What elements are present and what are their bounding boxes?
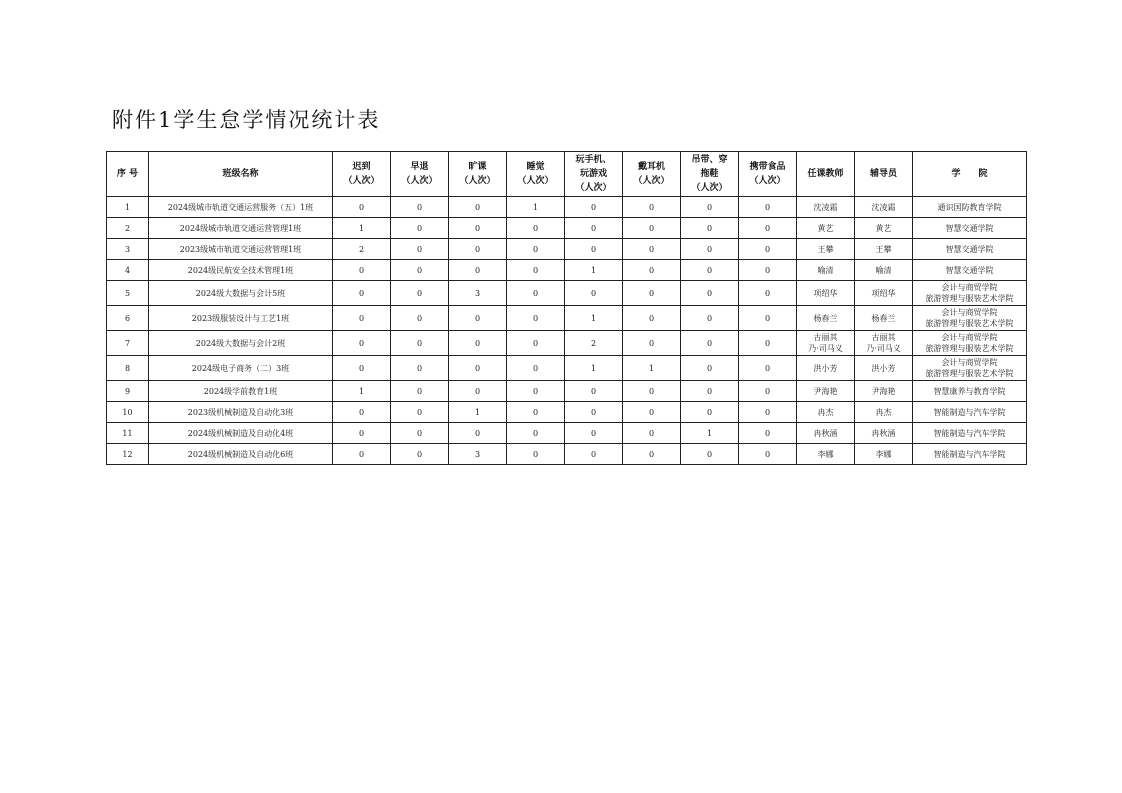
table-row: [107, 260, 1027, 281]
cell-absent: 0: [449, 197, 507, 218]
cell-earphones: 0: [623, 402, 681, 423]
cell-counselor: 李娜: [855, 444, 913, 465]
cell-index: 10: [107, 402, 149, 423]
cell-class-name: 2023级机械制造及自动化3班: [149, 402, 333, 423]
cell-dress-code: 0: [681, 444, 739, 465]
cell-earphones: 0: [623, 218, 681, 239]
cell-class-name: 2024级城市轨道交通运营服务（五）1班: [149, 197, 333, 218]
col-header-class-name: 班级名称: [149, 152, 333, 197]
cell-college: 智能制造与汽车学院: [913, 444, 1027, 465]
cell-college: 会计与商贸学院 旅游管理与服装艺术学院: [913, 331, 1027, 356]
cell-dress-code: 1: [681, 423, 739, 444]
cell-teacher: 杨春兰: [797, 306, 855, 331]
cell-class-name: 2024级大数据与会计2班: [149, 331, 333, 356]
cell-index: 7: [107, 331, 149, 356]
cell-class-name: 2024级民航安全技术管理1班: [149, 260, 333, 281]
cell-food: 0: [739, 260, 797, 281]
cell-index: 5: [107, 281, 149, 306]
cell-sleeping: 0: [507, 402, 565, 423]
cell-earphones: 0: [623, 381, 681, 402]
cell-counselor: 杨春兰: [855, 306, 913, 331]
cell-college: 智能制造与汽车学院: [913, 423, 1027, 444]
cell-class-name: 2023级城市轨道交通运营管理1班: [149, 239, 333, 260]
cell-class-name: 2024级大数据与会计5班: [149, 281, 333, 306]
cell-dress-code: 0: [681, 306, 739, 331]
cell-late: 0: [333, 444, 391, 465]
cell-earphones: 0: [623, 306, 681, 331]
cell-leave-early: 0: [391, 218, 449, 239]
cell-sleeping: 0: [507, 218, 565, 239]
statistics-table: [106, 151, 1027, 465]
col-header-food: 携带食品 （人次）: [739, 152, 797, 197]
cell-late: 1: [333, 218, 391, 239]
table-row: [107, 444, 1027, 465]
cell-phone-games: 0: [565, 197, 623, 218]
cell-food: 0: [739, 331, 797, 356]
cell-late: 0: [333, 260, 391, 281]
cell-index: 11: [107, 423, 149, 444]
cell-absent: 0: [449, 356, 507, 381]
cell-food: 0: [739, 402, 797, 423]
cell-leave-early: 0: [391, 356, 449, 381]
cell-phone-games: 1: [565, 260, 623, 281]
cell-food: 0: [739, 239, 797, 260]
cell-teacher: 冉杰: [797, 402, 855, 423]
cell-leave-early: 0: [391, 281, 449, 306]
cell-college: 会计与商贸学院 旅游管理与服装艺术学院: [913, 306, 1027, 331]
cell-counselor: 洪小芳: [855, 356, 913, 381]
cell-sleeping: 1: [507, 197, 565, 218]
cell-food: 0: [739, 423, 797, 444]
cell-leave-early: 0: [391, 260, 449, 281]
cell-sleeping: 0: [507, 260, 565, 281]
cell-college: 智慧交通学院: [913, 239, 1027, 260]
cell-phone-games: 2: [565, 331, 623, 356]
cell-counselor: 王攀: [855, 239, 913, 260]
cell-food: 0: [739, 381, 797, 402]
cell-earphones: 0: [623, 197, 681, 218]
cell-sleeping: 0: [507, 356, 565, 381]
cell-late: 0: [333, 331, 391, 356]
cell-college: 智慧交通学院: [913, 218, 1027, 239]
cell-late: 0: [333, 281, 391, 306]
cell-late: 0: [333, 423, 391, 444]
cell-late: 0: [333, 306, 391, 331]
col-header-leave-early: 早退 （人次）: [391, 152, 449, 197]
cell-teacher: 洪小芳: [797, 356, 855, 381]
cell-absent: 1: [449, 402, 507, 423]
cell-class-name: 2024级机械制造及自动化6班: [149, 444, 333, 465]
col-header-earphones: 戴耳机 （人次）: [623, 152, 681, 197]
cell-college: 智能制造与汽车学院: [913, 402, 1027, 423]
cell-earphones: 0: [623, 331, 681, 356]
cell-late: 0: [333, 402, 391, 423]
cell-leave-early: 0: [391, 423, 449, 444]
table-row: [107, 356, 1027, 381]
col-header-college: 学 院: [913, 152, 1027, 197]
cell-counselor: 喻清: [855, 260, 913, 281]
cell-counselor: 古丽其 乃·司马义: [855, 331, 913, 356]
cell-dress-code: 0: [681, 260, 739, 281]
cell-leave-early: 0: [391, 331, 449, 356]
cell-absent: 3: [449, 281, 507, 306]
cell-class-name: 2024级学前教育1班: [149, 381, 333, 402]
cell-sleeping: 0: [507, 281, 565, 306]
cell-absent: 0: [449, 381, 507, 402]
cell-absent: 0: [449, 306, 507, 331]
cell-leave-early: 0: [391, 381, 449, 402]
cell-leave-early: 0: [391, 306, 449, 331]
col-header-phone-games: 玩手机、 玩游戏 （人次）: [565, 152, 623, 197]
cell-teacher: 喻清: [797, 260, 855, 281]
cell-counselor: 黄艺: [855, 218, 913, 239]
table-row: [107, 306, 1027, 331]
cell-phone-games: 0: [565, 381, 623, 402]
cell-index: 2: [107, 218, 149, 239]
page-title: 附件1学生怠学情况统计表: [112, 108, 381, 132]
cell-counselor: 沈凌霜: [855, 197, 913, 218]
table-body: [107, 197, 1027, 465]
cell-late: 1: [333, 381, 391, 402]
cell-sleeping: 0: [507, 381, 565, 402]
cell-teacher: 沈凌霜: [797, 197, 855, 218]
cell-college: 会计与商贸学院 旅游管理与服装艺术学院: [913, 356, 1027, 381]
header-row: [107, 152, 1027, 197]
cell-food: 0: [739, 356, 797, 381]
cell-teacher: 王攀: [797, 239, 855, 260]
cell-counselor: 冉秋涵: [855, 423, 913, 444]
cell-class-name: 2023级服装设计与工艺1班: [149, 306, 333, 331]
cell-absent: 0: [449, 260, 507, 281]
table-row: [107, 218, 1027, 239]
cell-earphones: 0: [623, 444, 681, 465]
cell-index: 1: [107, 197, 149, 218]
cell-dress-code: 0: [681, 331, 739, 356]
cell-college: 智慧交通学院: [913, 260, 1027, 281]
cell-index: 4: [107, 260, 149, 281]
table-row: [107, 281, 1027, 306]
cell-sleeping: 0: [507, 331, 565, 356]
col-header-teacher: 任课教师: [797, 152, 855, 197]
cell-phone-games: 0: [565, 218, 623, 239]
table-row: [107, 423, 1027, 444]
cell-phone-games: 0: [565, 402, 623, 423]
cell-earphones: 1: [623, 356, 681, 381]
cell-dress-code: 0: [681, 239, 739, 260]
cell-leave-early: 0: [391, 197, 449, 218]
cell-phone-games: 0: [565, 423, 623, 444]
cell-leave-early: 0: [391, 444, 449, 465]
table-row: [107, 197, 1027, 218]
cell-food: 0: [739, 281, 797, 306]
col-header-late: 迟到 （人次）: [333, 152, 391, 197]
cell-teacher: 黄艺: [797, 218, 855, 239]
cell-absent: 0: [449, 218, 507, 239]
cell-dress-code: 0: [681, 281, 739, 306]
cell-index: 9: [107, 381, 149, 402]
cell-absent: 0: [449, 331, 507, 356]
cell-phone-games: 0: [565, 444, 623, 465]
cell-counselor: 项绍华: [855, 281, 913, 306]
cell-college: 通识国防教育学院: [913, 197, 1027, 218]
table-row: [107, 331, 1027, 356]
cell-phone-games: 1: [565, 356, 623, 381]
cell-sleeping: 0: [507, 239, 565, 260]
cell-index: 12: [107, 444, 149, 465]
table-row: [107, 381, 1027, 402]
cell-teacher: 尹海艳: [797, 381, 855, 402]
cell-absent: 0: [449, 239, 507, 260]
cell-dress-code: 0: [681, 381, 739, 402]
cell-college: 会计与商贸学院 旅游管理与服装艺术学院: [913, 281, 1027, 306]
col-header-sleeping: 睡觉 （人次）: [507, 152, 565, 197]
cell-index: 6: [107, 306, 149, 331]
cell-leave-early: 0: [391, 239, 449, 260]
cell-late: 0: [333, 356, 391, 381]
cell-dress-code: 0: [681, 197, 739, 218]
cell-dress-code: 0: [681, 356, 739, 381]
col-header-dress-code: 吊带、穿 拖鞋 （人次）: [681, 152, 739, 197]
cell-phone-games: 0: [565, 239, 623, 260]
col-header-index: 序 号: [107, 152, 149, 197]
cell-class-name: 2024级电子商务（二）3班: [149, 356, 333, 381]
cell-teacher: 冉秋涵: [797, 423, 855, 444]
cell-college: 智慧康养与教育学院: [913, 381, 1027, 402]
cell-sleeping: 0: [507, 444, 565, 465]
table-row: [107, 402, 1027, 423]
cell-sleeping: 0: [507, 423, 565, 444]
cell-phone-games: 1: [565, 306, 623, 331]
cell-food: 0: [739, 197, 797, 218]
table-header: [107, 152, 1027, 197]
cell-index: 3: [107, 239, 149, 260]
cell-teacher: 古丽其 乃·司马义: [797, 331, 855, 356]
cell-class-name: 2024级机械制造及自动化4班: [149, 423, 333, 444]
cell-teacher: 项绍华: [797, 281, 855, 306]
cell-earphones: 0: [623, 239, 681, 260]
cell-earphones: 0: [623, 423, 681, 444]
cell-teacher: 李娜: [797, 444, 855, 465]
cell-phone-games: 0: [565, 281, 623, 306]
col-header-counselor: 辅导员: [855, 152, 913, 197]
table-row: [107, 239, 1027, 260]
cell-dress-code: 0: [681, 402, 739, 423]
cell-leave-early: 0: [391, 402, 449, 423]
cell-earphones: 0: [623, 281, 681, 306]
cell-earphones: 0: [623, 260, 681, 281]
col-header-absent: 旷课 （人次）: [449, 152, 507, 197]
cell-food: 0: [739, 444, 797, 465]
cell-class-name: 2024级城市轨道交通运营管理1班: [149, 218, 333, 239]
cell-dress-code: 0: [681, 218, 739, 239]
cell-counselor: 冉杰: [855, 402, 913, 423]
cell-absent: 0: [449, 423, 507, 444]
cell-sleeping: 0: [507, 306, 565, 331]
cell-absent: 3: [449, 444, 507, 465]
cell-food: 0: [739, 218, 797, 239]
cell-index: 8: [107, 356, 149, 381]
cell-food: 0: [739, 306, 797, 331]
cell-late: 0: [333, 197, 391, 218]
cell-counselor: 尹海艳: [855, 381, 913, 402]
cell-late: 2: [333, 239, 391, 260]
